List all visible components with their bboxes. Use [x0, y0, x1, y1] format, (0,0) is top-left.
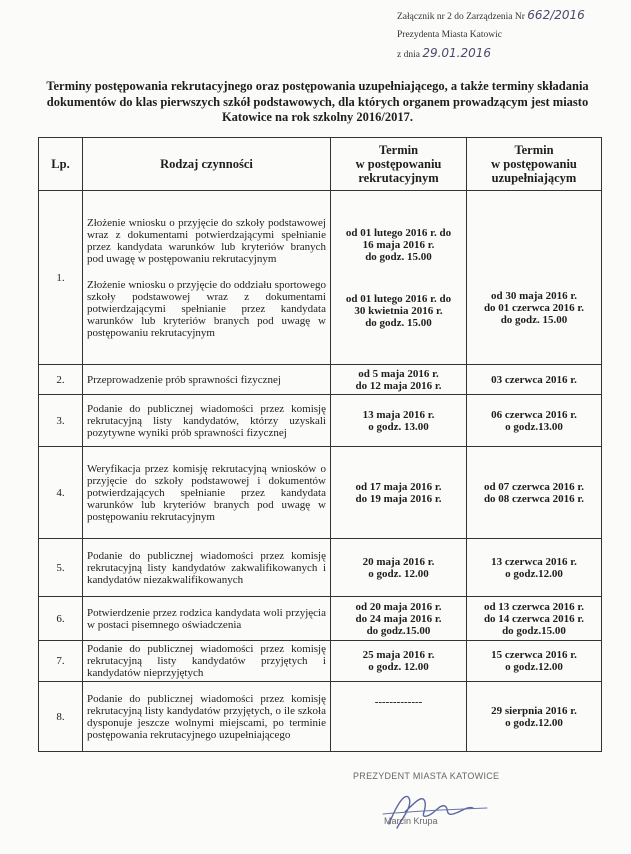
row-recruitment-term: -------------: [331, 682, 467, 752]
row-recruitment-term: od 01 lutego 2016 r. do 16 maja 2016 r. do godz. 15.00 od 01 lutego 2016 r. do 30 kwietnia 2016 r. do godz. 15.00: [331, 191, 467, 365]
table-row: [39, 447, 602, 539]
table-row: [39, 191, 602, 365]
table-header-row: [39, 138, 602, 191]
annex-text: Załącznik nr 2 do Zarządzenia Nr: [397, 12, 525, 22]
row-recruitment-term: od 17 maja 2016 r. do 19 maja 2016 r.: [331, 447, 467, 539]
activity-part-b: Złożenie wniosku o przyjęcie do oddziału sportowego szkoły podstawowej wraz z dokumentami potwierdzającymi spełnianie przez kandydata warunków lub kryteriów branych pod uwagę w postępowaniu rekrutacyjnym: [87, 278, 326, 339]
row-activity: Podanie do publicznej wiadomości przez komisję rekrutacyjną listy kandydatów, którzy uzyskali pozytywne wyniki prób sprawności fizycznej: [83, 395, 331, 447]
table-row: [39, 365, 602, 395]
activity-part-a: Złożenie wniosku o przyjęcie do szkoły podstawowej wraz z dokumentami potwierdzającymi spełnianie przez kandydata warunków lub kryteriów branych pod uwagę w postępowaniu rekrutacyjnym: [87, 216, 326, 265]
row-activity: Potwierdzenie przez rodzica kandydata woli przyjęcia w postaci pisemnego oświadczenia: [83, 597, 331, 641]
row-activity: Podanie do publicznej wiadomości przez komisję rekrutacyjną listy kandydatów przyjętych, o ile szkoła dysponuje jeszcze wolnymi miejscami, po terminie postępowania rekrutacyjnego uzupełniającego: [83, 682, 331, 752]
document-title: Terminy postępowania rekrutacyjnego oraz postępowania uzupełniającego, a także terminy składania dokumentów do klas pierwszych szkół podstawowych, dla których organem prowadzącym jest miasto Katowice na rok szkolny 2016/2017.: [46, 79, 589, 124]
row-activity: Podanie do publicznej wiadomości przez komisję rekrutacyjną listy kandydatów zakwalifikowanych i kandydatów niezakwalifikowanych: [83, 539, 331, 597]
row-activity: Przeprowadzenie prób sprawności fizycznej: [83, 365, 331, 395]
signer-name: Marcin Krupa: [384, 816, 438, 826]
row-number: 2.: [39, 365, 83, 395]
annex-note: [397, 6, 585, 64]
signature-stamp-title: PREZYDENT MIASTA KATOWICE: [353, 771, 500, 781]
row-number: 4.: [39, 447, 83, 539]
annex-number: 662/2016: [527, 8, 585, 22]
row-supplementary-term: 15 czerwca 2016 r. o godz.12.00: [467, 641, 602, 682]
row-number: 6.: [39, 597, 83, 641]
row-number: 5.: [39, 539, 83, 597]
row-number: 8.: [39, 682, 83, 752]
table-row: [39, 539, 602, 597]
row-number: 7.: [39, 641, 83, 682]
row-recruitment-term: 13 maja 2016 r. o godz. 13.00: [331, 395, 467, 447]
row-activity: [83, 191, 331, 365]
annex-date-value: 29.01.2016: [422, 46, 492, 60]
header-activity: Rodzaj czynności: [83, 138, 331, 191]
header-supplementary: Termin w postępowaniu uzupełniającym: [467, 138, 602, 191]
annex-issuer: Prezydenta Miasta Katowic: [397, 30, 502, 40]
table-row: [39, 597, 602, 641]
annex-line: [397, 6, 585, 26]
table-row: [39, 641, 602, 682]
row-supplementary-term: 29 sierpnia 2016 r. o godz.12.00: [467, 682, 602, 752]
row-number: 3.: [39, 395, 83, 447]
header-recruitment: Termin w postępowaniu rekrutacyjnym: [331, 138, 467, 191]
annex-date-prefix: z dnia: [397, 50, 420, 60]
schedule-table: [38, 137, 602, 752]
table-row: [39, 682, 602, 752]
row-recruitment-term: 20 maja 2016 r. o godz. 12.00: [331, 539, 467, 597]
annex-date-line: [397, 44, 585, 64]
row-activity: Weryfikacja przez komisję rekrutacyjną wniosków o przyjęcie do szkoły podstawowej i dokumentów potwierdzających spełnianie przez kandydata warunków lub kryteriów branych pod uwagę w postępowaniu rekrutacyjnym: [83, 447, 331, 539]
header-lp: Lp.: [39, 138, 83, 191]
row-supplementary-term: od 30 maja 2016 r. do 01 czerwca 2016 r. do godz. 15.00: [467, 191, 602, 365]
row-recruitment-term: od 5 maja 2016 r. do 12 maja 2016 r.: [331, 365, 467, 395]
row-supplementary-term: od 13 czerwca 2016 r. do 14 czerwca 2016 r. do godz.15.00: [467, 597, 602, 641]
row-activity: Podanie do publicznej wiadomości przez komisję rekrutacyjną listy kandydatów przyjętych i kandydatów nieprzyjętych: [83, 641, 331, 682]
row-supplementary-term: 06 czerwca 2016 r. o godz.13.00: [467, 395, 602, 447]
table-row: [39, 395, 602, 447]
row-recruitment-term: od 20 maja 2016 r. do 24 maja 2016 r. do godz.15.00: [331, 597, 467, 641]
row-number: 1.: [39, 191, 83, 365]
row-supplementary-term: od 07 czerwca 2016 r. do 08 czerwca 2016 r.: [467, 447, 602, 539]
row-supplementary-term: 03 czerwca 2016 r.: [467, 365, 602, 395]
row-supplementary-term: 13 czerwca 2016 r. o godz.12.00: [467, 539, 602, 597]
row-recruitment-term: 25 maja 2016 r. o godz. 12.00: [331, 641, 467, 682]
